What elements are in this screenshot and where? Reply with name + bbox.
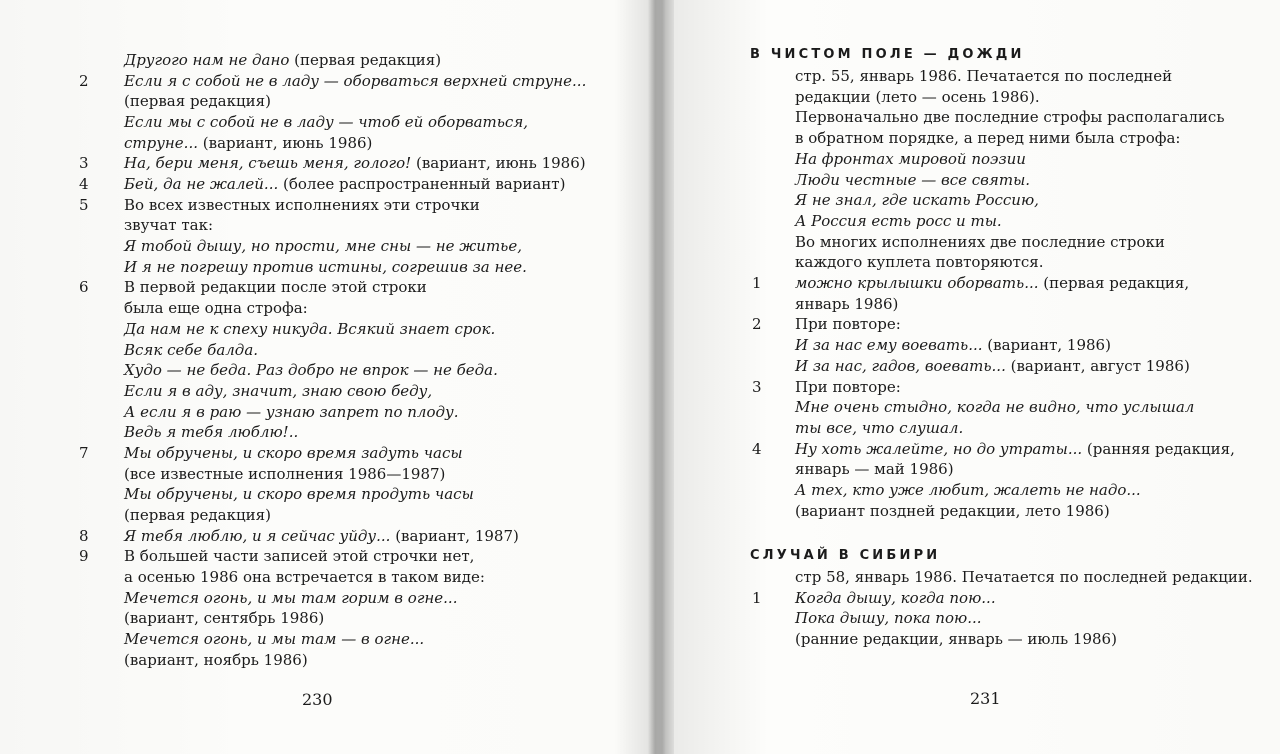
roman-segment: (первая редакция, xyxy=(1038,274,1190,292)
note-number: 7 xyxy=(79,443,89,462)
note-number: 2 xyxy=(79,71,89,90)
italic-segment: Если я с собой не в ладу — оборваться верхней струне... xyxy=(124,71,587,90)
italic-segment: Мы обручены, и скоро время продуть часы xyxy=(124,485,474,504)
italic-segment: Ведь я тебя люблю!.. xyxy=(124,423,299,442)
text-line xyxy=(124,484,474,504)
italic-segment: Мечется огонь, и мы там горим в огне... xyxy=(124,588,458,607)
italic-segment: Если мы с собой не в ладу — чтоб ей оборваться, xyxy=(124,113,529,132)
italic-segment: Если я в аду, значит, знаю свою беду, xyxy=(124,381,433,400)
text-line xyxy=(795,588,996,608)
roman-segment: (вариант, 1986) xyxy=(982,336,1111,355)
italic-segment: Когда дышу, когда пою... xyxy=(795,588,996,607)
italic-segment: можно крылышки оборвать... xyxy=(795,274,1039,292)
page-number: 230 xyxy=(302,690,333,709)
roman-segment: (вариант, июнь 1986) xyxy=(411,154,586,173)
italic-segment: Пока дышу, пока пою... xyxy=(795,609,982,628)
text-line xyxy=(795,252,1044,272)
text-line xyxy=(795,459,954,479)
roman-segment: звучат так: xyxy=(124,216,214,235)
text-line xyxy=(124,319,495,339)
text-line xyxy=(795,170,1030,190)
text-line xyxy=(124,588,457,608)
text-line xyxy=(795,107,1225,127)
section-heading: СЛУЧАЙ В СИБИРИ xyxy=(750,548,941,563)
roman-segment: (первая редакция) xyxy=(124,92,271,111)
roman-segment: (все известные исполнения 1986—1987) xyxy=(124,464,446,483)
italic-segment: И за нас, гадов, воевать... xyxy=(795,356,1006,375)
text-line xyxy=(124,567,485,587)
italic-segment: Ну хоть жалейте, но до утраты... xyxy=(795,439,1083,458)
text-line xyxy=(124,153,586,173)
text-line xyxy=(795,294,898,314)
italic-segment: А Россия есть росс и ты. xyxy=(795,211,1002,230)
text-line xyxy=(124,526,519,546)
text-line xyxy=(124,650,308,670)
text-line xyxy=(795,567,1253,587)
roman-segment: а осенью 1986 она встречается в таком виде: xyxy=(124,568,485,586)
page-number: 231 xyxy=(970,689,1001,708)
text-line xyxy=(795,273,1189,293)
roman-segment: Во всех известных исполнениях эти строчки xyxy=(124,195,480,214)
text-line xyxy=(795,608,982,628)
text-line xyxy=(795,397,1194,417)
roman-segment: (ранние редакции, январь — июль 1986) xyxy=(795,630,1117,649)
italic-segment: На фронтах мировой поэзии xyxy=(795,149,1026,168)
italic-segment: Всяк себе балда. xyxy=(124,340,259,359)
text-line xyxy=(124,133,372,153)
note-number: 4 xyxy=(752,439,762,458)
text-line xyxy=(124,505,271,525)
roman-segment: Во многих исполнениях две последние строки xyxy=(795,232,1165,251)
text-line xyxy=(124,381,432,401)
note-number: 3 xyxy=(752,377,762,396)
roman-segment: (вариант, 1987) xyxy=(390,526,519,545)
note-number: 1 xyxy=(752,274,762,292)
text-line xyxy=(124,443,463,463)
text-line xyxy=(124,195,480,215)
text-line xyxy=(124,71,586,91)
roman-segment: январь 1986) xyxy=(795,294,899,313)
text-line xyxy=(124,340,258,360)
note-number: 2 xyxy=(752,315,762,334)
roman-segment: В большей части записей этой строчки нет, xyxy=(124,547,475,566)
roman-segment: редакции (лето — осень 1986). xyxy=(795,87,1040,106)
roman-segment: каждого куплета повторяются. xyxy=(795,253,1044,272)
text-line xyxy=(795,439,1235,459)
right-page xyxy=(674,0,1280,754)
roman-segment: (вариант, ноябрь 1986) xyxy=(124,650,308,669)
roman-segment: (более распространенный вариант) xyxy=(278,175,566,194)
italic-segment: ты все, что слушал. xyxy=(795,418,964,437)
note-number: 1 xyxy=(752,588,762,607)
text-line xyxy=(795,377,901,397)
italic-segment: Мне очень стыдно, когда не видно, что услышал xyxy=(795,398,1195,417)
text-line xyxy=(795,314,901,334)
text-line xyxy=(124,50,441,70)
text-line xyxy=(795,335,1111,355)
text-line xyxy=(124,277,427,297)
italic-segment: А если я в раю — узнаю запрет по плоду. xyxy=(124,402,459,421)
text-line xyxy=(124,360,498,380)
roman-segment: (вариант, август 1986) xyxy=(1005,356,1190,375)
italic-segment: На, бери меня, съешь меня, гологo! xyxy=(124,154,412,173)
roman-segment: (ранняя редакция, xyxy=(1082,439,1235,458)
text-line xyxy=(124,112,528,132)
text-line xyxy=(124,91,271,111)
text-line xyxy=(124,215,213,235)
roman-segment: В первой редакции после этой строки xyxy=(124,278,427,297)
italic-segment: Я тебя люблю, и я сейчас уйду... xyxy=(124,526,391,545)
text-line xyxy=(795,356,1190,376)
note-number: 6 xyxy=(79,278,89,297)
text-line xyxy=(124,174,565,194)
text-line xyxy=(124,629,424,649)
italic-segment: Люди честные — все святы. xyxy=(795,170,1031,189)
roman-segment: (первая редакция) xyxy=(289,51,442,69)
note-number: 9 xyxy=(79,547,89,566)
text-line xyxy=(124,422,298,442)
text-line xyxy=(124,257,527,277)
text-line xyxy=(795,66,1172,86)
italic-segment: Я не знал, где искать Россию, xyxy=(795,191,1039,210)
note-number: 8 xyxy=(79,526,89,545)
italic-segment: И я не погрешу против истины, согрешив за нее. xyxy=(124,257,527,276)
text-line xyxy=(124,236,522,256)
roman-segment: была еще одна строфа: xyxy=(124,299,308,318)
italic-segment: Худо — не беда. Раз добро не впрок — не беда. xyxy=(124,361,498,380)
text-line xyxy=(795,211,1002,231)
section-heading: В ЧИСТОМ ПОЛЕ — ДОЖДИ xyxy=(750,47,1025,62)
roman-segment: (вариант, июнь 1986) xyxy=(198,133,373,152)
italic-segment: Мы обручены, и скоро время задуть часы xyxy=(124,443,463,462)
italic-segment: А тех, кто уже любит, жалеть не надо... xyxy=(795,481,1141,499)
roman-segment: (вариант поздней редакции, лето 1986) xyxy=(795,501,1110,520)
text-line xyxy=(795,418,963,438)
text-line xyxy=(124,464,445,484)
text-line xyxy=(124,402,458,422)
text-line xyxy=(795,232,1165,252)
roman-segment: стр 58, январь 1986. Печатается по последней редакции. xyxy=(795,568,1253,586)
text-line xyxy=(795,501,1110,521)
roman-segment: (вариант, сентябрь 1986) xyxy=(124,609,325,628)
italic-segment: Да нам не к спеху никуда. Всякий знает срок. xyxy=(124,319,496,338)
roman-segment: в обратном порядке, а перед ними была строфа: xyxy=(795,129,1181,148)
text-line xyxy=(795,87,1040,107)
roman-segment: Первоначально две последние строфы располагались xyxy=(795,108,1225,127)
note-number: 5 xyxy=(79,195,89,214)
roman-segment: При повторе: xyxy=(795,315,901,334)
text-line xyxy=(795,149,1026,169)
italic-segment: Мечется огонь, и мы там — в огне... xyxy=(124,630,425,649)
italic-segment: Я тобой дышу, но прости, мне сны — не житье, xyxy=(124,237,522,256)
italic-segment: Бей, да не жалей... xyxy=(124,175,279,194)
text-line xyxy=(124,546,474,566)
text-line xyxy=(795,190,1039,210)
italic-segment: И за нас ему воевать... xyxy=(795,336,983,355)
book-gutter xyxy=(648,0,674,754)
text-line xyxy=(795,128,1180,148)
roman-segment: январь — май 1986) xyxy=(795,460,954,479)
roman-segment: стр. 55, январь 1986. Печатается по последней xyxy=(795,67,1173,85)
text-line xyxy=(124,608,324,628)
note-number: 3 xyxy=(79,154,89,173)
text-line xyxy=(124,298,308,318)
roman-segment: При повторе: xyxy=(795,377,901,396)
italic-segment: струне... xyxy=(124,133,198,152)
note-number: 4 xyxy=(79,175,89,194)
roman-segment: (первая редакция) xyxy=(124,505,271,524)
text-line xyxy=(795,629,1117,649)
italic-segment: Другого нам не дано xyxy=(124,51,290,69)
text-line xyxy=(795,480,1141,500)
